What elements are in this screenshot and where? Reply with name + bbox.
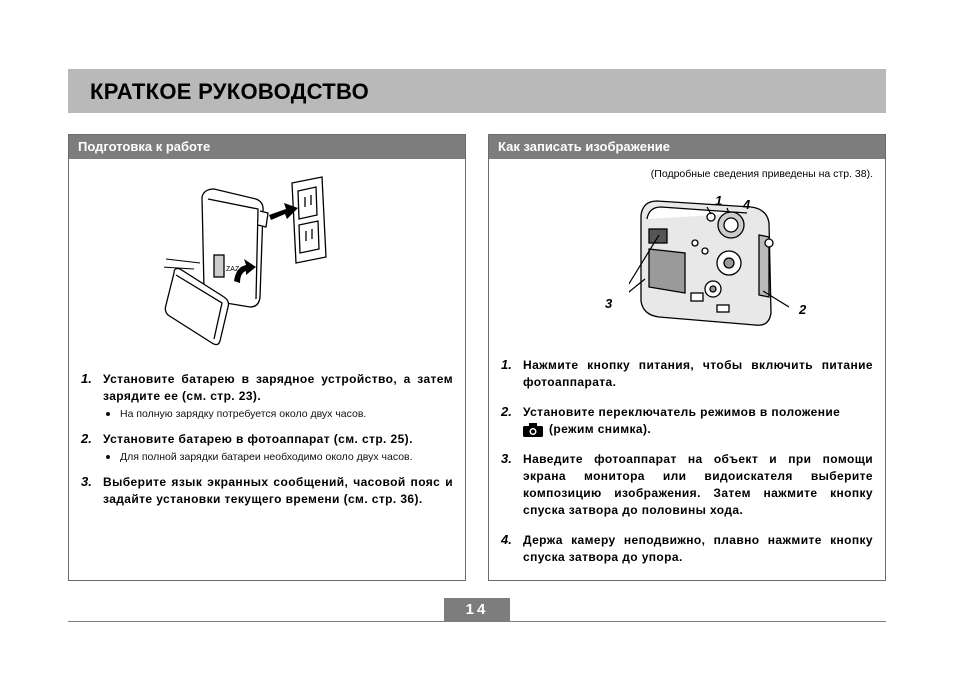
page-title: КРАТКОЕ РУКОВОДСТВО: [90, 79, 370, 104]
step-text: Установите батарею в зарядное устройство, а затем зарядите ее (см. стр. 23).: [103, 372, 453, 403]
recording-steps: [501, 357, 873, 576]
camera-illustration: [629, 195, 789, 335]
monitor-screen: [649, 249, 685, 293]
list-item: [81, 431, 453, 464]
callout-4: 4: [743, 197, 751, 212]
recording-panel: [488, 134, 886, 581]
list-item: [501, 357, 873, 391]
step-number: 3.: [501, 451, 512, 466]
page-number: 14: [444, 598, 510, 622]
step-text: Выберите язык экранных сообщений, часовой пояс и задайте установки текущего времени (см. стр. 36).: [103, 475, 453, 506]
step-bullet: На полную зарядку потребуется около двух часов.: [103, 407, 453, 421]
list-item: [501, 532, 873, 566]
list-item: [81, 371, 453, 421]
step-number: 4.: [501, 532, 512, 547]
callout-3: 3: [605, 296, 613, 311]
step-number: 1.: [501, 357, 512, 372]
step-text: [523, 404, 873, 438]
step-number: 2.: [81, 431, 92, 446]
list-item: [501, 451, 873, 519]
step-text-after: (режим снимка).: [549, 422, 652, 436]
list-item: [81, 474, 453, 508]
charger-illustration: [164, 175, 334, 355]
step-text: Держа камеру неподвижно, плавно нажмите кнопку спуска затвора до упора.: [523, 533, 873, 564]
title-bar: [68, 69, 886, 113]
step-text: Наведите фотоаппарат на объект и при помощи экрана монитора или видоискателя выберите композицию изображения. Затем нажмите кнопку спуска затвора до половины хода.: [523, 452, 873, 517]
step-bullet: Для полной зарядки батареи необходимо около двух часов.: [103, 450, 453, 464]
step-number: 1.: [81, 371, 92, 386]
step-text: Установите батарею в фотоаппарат (см. стр. 25).: [103, 432, 413, 446]
preparation-header: Подготовка к работе: [69, 135, 465, 159]
step-number: 2.: [501, 404, 512, 419]
step-text-before: Установите переключатель режимов в положение: [523, 405, 841, 419]
step-text: Нажмите кнопку питания, чтобы включить питание фотоаппарата.: [523, 358, 873, 389]
reference-note: (Подробные сведения приведены на стр. 38).: [650, 168, 873, 180]
wall-outlet: [292, 177, 326, 263]
step-number: 3.: [81, 474, 92, 489]
callout-1: 1: [715, 193, 723, 208]
preparation-steps: [81, 371, 453, 518]
camera-mode-icon: [523, 423, 543, 437]
power-button: [707, 213, 715, 221]
callout-2: 2: [799, 302, 807, 317]
recording-header: Как записать изображение: [489, 135, 885, 159]
list-item: [501, 404, 873, 438]
preparation-panel: [68, 134, 466, 581]
svg-text:ZAZ: ZAZ: [226, 266, 240, 273]
page-rule: [68, 621, 886, 622]
